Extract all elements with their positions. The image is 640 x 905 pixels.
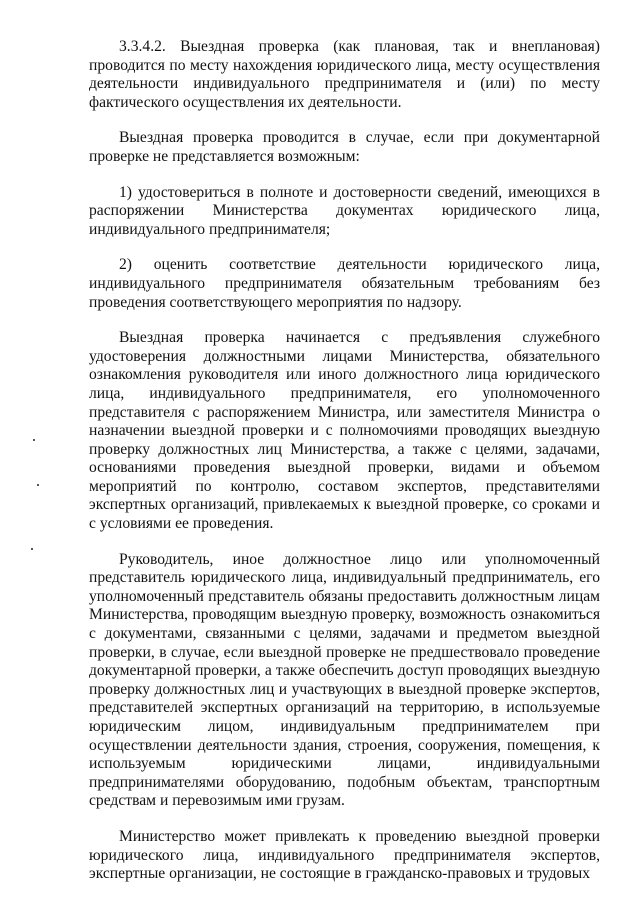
- paragraph: Выездная проверка проводится в случае, если при документарной проверке не представляется возможным:: [89, 129, 600, 165]
- paragraph: 3.3.4.2. Выездная проверка (как плановая, так и внеплановая) проводится по месту нахождения юридического лица, месту осуществления деятельности индивидуального предпринимателя и (или) по месту фактического осуществления их деятельности.: [89, 38, 600, 111]
- paragraph: 1) удостовериться в полноте и достоверности сведений, имеющихся в распоряжении Министерства документах юридического лица, индивидуального предпринимателя;: [89, 183, 600, 238]
- paragraph: 2) оценить соответствие деятельности юридического лица, индивидуального предпринимателя обязательным требованиям без проведения соответствующего мероприятия по надзору.: [89, 256, 600, 311]
- scan-speck: [33, 439, 35, 441]
- paragraph: Министерство может привлекать к проведению выездной проверки юридического лица, индивидуального предпринимателя экспертов, экспертные организации, не состоящие в гражданско-правовых и трудовых: [89, 827, 600, 883]
- scan-speck: [37, 484, 39, 486]
- document-body: [89, 38, 600, 884]
- paragraph: Руководитель, иное должностное лицо или уполномоченный представитель юридического лица, индивидуальный предприниматель, его уполномоченный представитель обязаны предоставить должностным лицам Министерства, проводящим выездную проверку, возможность ознакомиться с документами, связанными с целями, задачами и предметом выездной проверки, в случае, если выездной проверке не предшествовало проведение документарной проверки, а также обеспечить доступ проводящих выездную проверку должностных лиц и участвующих в выездной проверке экспертов, представителей экспертных организаций на территорию, в используемые юридическим лицом, индивидуальным предпринимателем при осуществлении деятельности здания, строения, сооружения, помещения, к используемым юридическими лицами, индивидуальными предпринимателями оборудованию, подобным объектам, транспортным средствам и перевозимым ими грузам.: [89, 550, 600, 810]
- paragraph: Выездная проверка начинается с предъявления служебного удостоверения должностными лицами Министерства, обязательного ознакомления руководителя или иного должностного лица юридического лица, индивидуального предпринимателя, его уполномоченного представителя с распоряжением Министра, или заместителя Министра о назначении выездной проверки и с полномочиями проводящих выездную проверку должностных лиц Министерства, а также с целями, задачами, основаниями проведения выездной проверки, видами и объемом мероприятий по контролю, составом экспертов, представителями экспертных организаций, привлекаемых к выездной проверке, со сроками и с условиями ее проведения.: [89, 329, 600, 533]
- scan-speck: [31, 548, 33, 550]
